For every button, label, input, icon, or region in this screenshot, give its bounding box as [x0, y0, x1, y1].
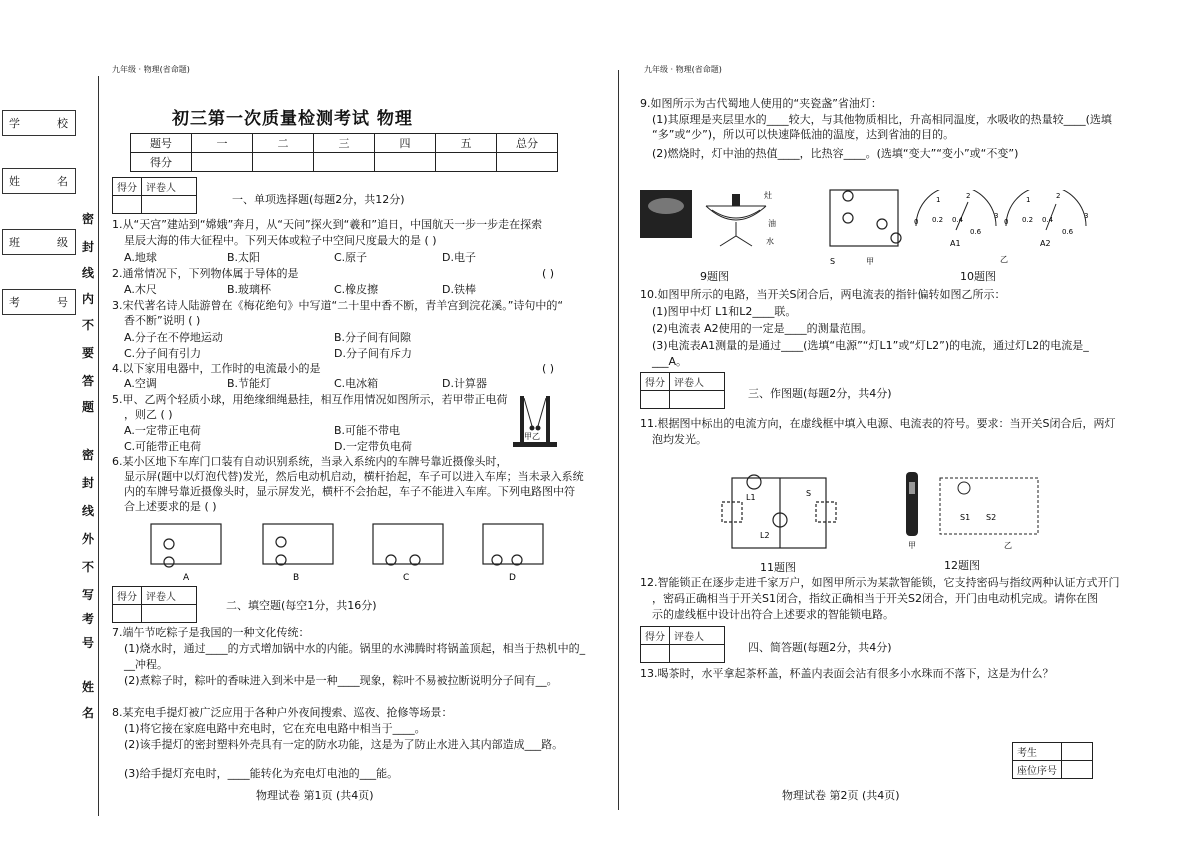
q4-option-a[interactable]: A.空调: [124, 377, 157, 390]
section-2-heading: 二、填空题(每空1分，共16分): [226, 599, 377, 612]
q10-stem: 10.如图甲所示的电路，当开关S闭合后，两电流表的指针偏转如图乙所示：: [640, 288, 1006, 301]
q12-caption: 12题图: [944, 559, 980, 572]
q4-option-d[interactable]: D.计算器: [442, 377, 487, 390]
grader-name-4[interactable]: [670, 645, 725, 663]
q8-part-3: (3)给手提灯充电时，____能转化为充电灯电池的___能。: [124, 767, 399, 780]
q6-stem-4: 合上述要求的是 ( ): [124, 500, 217, 513]
q1-option-b[interactable]: B.太阳: [227, 251, 261, 264]
q2-answer[interactable]: ( ): [542, 267, 555, 280]
q4-option-c[interactable]: C.电冰箱: [334, 377, 379, 390]
q9-fig-word-2: 油: [768, 219, 776, 228]
footer-right: 物理试卷 第2页 (共4页): [782, 789, 900, 802]
q3-option-d[interactable]: D.分子间有斥力: [334, 347, 412, 360]
q1-option-d[interactable]: D.电子: [442, 251, 476, 264]
q12-stem-3: 示的虚线框中设计出符合上述要求的智能锁电路。: [652, 608, 894, 621]
grader-box-2: 得分 评卷人: [112, 586, 197, 623]
q8-part-2: (2)该手提灯的密封塑料外壳具有一定的防水功能，这是为了防止水进入其内部造成___路。: [124, 738, 564, 751]
q11-stem: 11.根据图中标出的电流方向，在虚线框中填入电源、电流表的符号。要求：当开关S闭合后，两灯: [640, 417, 1116, 430]
q3-option-c[interactable]: C.分子间有引力: [124, 347, 202, 360]
q10-tick-6: 0.4: [952, 216, 964, 224]
section-1-heading: 一、单项选择题(每题2分，共12分): [232, 193, 405, 206]
q2-option-b[interactable]: B.玻璃杯: [227, 283, 272, 296]
grader-score-2[interactable]: [113, 605, 142, 623]
q4-stem: 4.以下家用电器中，工作时的电流最小的是: [112, 362, 321, 375]
q10-tick-5: 0.2: [932, 216, 944, 224]
section-4-heading: 四、简答题(每题2分，共4分): [748, 641, 892, 654]
grader-box-3: 得分 评卷人: [640, 372, 725, 409]
q5-option-c[interactable]: C.可能带正电荷: [124, 440, 202, 453]
q9-oil-lamp-figure: [640, 186, 790, 256]
q5-option-d[interactable]: D.一定带负电荷: [334, 440, 412, 453]
q9-part-1: (1)其原理是夹层里水的____较大，与其他物质相比，升高相同温度，水吸收的热量较____(选填: [652, 113, 1112, 126]
score-cell-3[interactable]: [314, 153, 375, 172]
q3-stem: 3.宋代著名诗人陆游曾在《梅花绝句》中写道“二十里中香不断，青羊宫到浣花溪。”诗句中的“: [112, 299, 564, 312]
q7-part-1b: __冲程。: [124, 658, 168, 671]
q6-stem-3: 内的车牌号靠近摄像头时，显示屏发光，横杆不会抬起，车子不能进入车库。下列电路图中符: [124, 485, 575, 498]
q12-fig-s2: S2: [986, 513, 997, 522]
q9-stem: 9.如图所示为古代蜀地人使用的“夹瓷盏”省油灯：: [640, 97, 882, 110]
q3-option-a[interactable]: A.分子在不停地运动: [124, 331, 223, 344]
q11-fig-l2: L2: [760, 531, 770, 540]
q11-stem-2: 泡均发光。: [652, 433, 707, 446]
page-divider: [618, 70, 619, 810]
q10-fig-s: S: [830, 257, 836, 266]
header-left: 九年级 · 物理(省命题): [112, 65, 190, 74]
q8-stem: 8.某充电手提灯被广泛应用于各种户外夜间搜索、巡夜、抢修等场景：: [112, 706, 453, 719]
page-title: 初三第一次质量检测考试 物理: [172, 109, 413, 129]
q2-stem: 2.通常情况下，下列物体属于导体的是: [112, 267, 299, 280]
q11-caption: 11题图: [760, 561, 796, 574]
q10-part-1: (1)图甲中灯 L1和L2____联。: [652, 305, 797, 318]
q10-tick-3: 2: [966, 192, 971, 200]
q1-option-c[interactable]: C.原子: [334, 251, 368, 264]
name-field[interactable]: 姓 名: [2, 168, 76, 194]
grader-name-1[interactable]: [142, 196, 197, 214]
q12-stem-2: ，密码正确相当于开关S1闭合，指纹正确相当于开关S2闭合，开门由电动机完成。请你在图: [652, 592, 1098, 605]
q10-circuit-figure: [826, 184, 906, 266]
q5-option-b[interactable]: B.可能不带电: [334, 424, 401, 437]
q6-stem: 6.某小区地下车库门口装有自动识别系统，当录入系统内的车牌号靠近摄像头时，: [112, 455, 508, 468]
grader-box-1: 得分 评卷人: [112, 177, 197, 214]
q2-option-d[interactable]: D.铁棒: [442, 283, 476, 296]
q12-smart-lock-figure: [900, 470, 1040, 550]
q5-option-a[interactable]: A.一定带正电荷: [124, 424, 201, 437]
q1-stem: 1.从“天宫”建站到“嫦娥”奔月，从“天问”探火到“羲和”追日，中国航天一步一步走在探索: [112, 218, 543, 231]
q6-option-d-label: D: [509, 573, 516, 582]
header-right: 九年级 · 物理(省命题): [644, 65, 722, 74]
q6-option-b-label: B: [293, 573, 300, 582]
grader-score-1[interactable]: [113, 196, 142, 214]
q6-stem-2: 显示屏(题中以灯泡代替)发光，然后电动机启动，横杆抬起，车子可以进入车库；当未录入系统: [124, 470, 584, 483]
q10-part-3: (3)电流表A1测量的是通过____(选填“电源”“灯L1”或“灯L2”)的电流，通过灯L2的电流是_: [652, 339, 1089, 352]
score-cell-total[interactable]: [497, 153, 558, 172]
q10-tick-12: 0.2: [1022, 216, 1034, 224]
q1-stem-2: 星辰大海的伟大征程中。下列天体或粒子中空间尺度最大的是 ( ): [124, 234, 437, 247]
q7-part-2: (2)煮粽子时，粽叶的香味进入到米中是一种____现象，粽叶不易被拉断说明分子间有__。: [124, 674, 558, 687]
q2-option-c[interactable]: C.橡皮擦: [334, 283, 379, 296]
q5-fig-label: 甲乙: [524, 432, 540, 441]
binding-line: [98, 76, 99, 816]
score-cell-4[interactable]: [375, 153, 436, 172]
q6-circuit-options: [145, 520, 545, 582]
q10-tick-2: 1: [936, 196, 941, 204]
q10-ammeter-figure: [906, 190, 1096, 264]
grader-box-4: 得分 评卷人: [640, 626, 725, 663]
q10-fig-yi: 乙: [1000, 255, 1008, 264]
q12-stem: 12.智能锁正在逐步走进千家万户，如图甲所示为某款智能锁，它支持密码与指纹两种认证方式开门: [640, 576, 1120, 589]
q11-fig-s: S: [806, 489, 812, 498]
q7-stem: 7.端午节吃粽子是我国的一种文化传统：: [112, 626, 310, 639]
q10-tick-7: 0.6: [970, 228, 982, 236]
q1-option-a[interactable]: A.地球: [124, 251, 157, 264]
q6-option-a-label: A: [183, 573, 190, 582]
q9-caption: 9题图: [700, 270, 729, 283]
q10-fig-a1: A1: [950, 239, 961, 248]
score-cell-1[interactable]: [192, 153, 253, 172]
seat-number-box: 考生 座位序号: [1012, 742, 1093, 779]
q10-tick-1: 0: [914, 218, 919, 226]
q10-tick-14: 0.6: [1062, 228, 1074, 236]
q11-circuit-figure: [718, 468, 842, 558]
q10-tick-13: 0.4: [1042, 216, 1054, 224]
q9-part-1b: “多”或“少”)，所以可以快速降低油的温度，达到省油的目的。: [652, 128, 955, 141]
q10-caption: 10题图: [960, 270, 996, 283]
school-field[interactable]: 学 校: [2, 110, 76, 136]
q4-option-b[interactable]: B.节能灯: [227, 377, 272, 390]
section-3-heading: 三、作图题(每题2分，共4分): [748, 387, 892, 400]
q12-fig-s1: S1: [960, 513, 971, 522]
q10-part-3b: ___A。: [652, 355, 688, 368]
q5-figure-hanging-balls: [510, 392, 560, 452]
q10-tick-4: 3: [994, 212, 999, 220]
score-cell-5[interactable]: [436, 153, 497, 172]
q10-fig-a2: A2: [1040, 239, 1051, 248]
q8-part-1: (1)将它接在家庭电路中充电时，它在充电电路中相当于____。: [124, 722, 426, 735]
q3-stem-2: 香不断”说明 ( ): [124, 314, 201, 327]
q5-stem: 5.甲、乙两个轻质小球，用绝缘细绳悬挂，相互作用情况如图所示，若甲带正电荷: [112, 393, 508, 406]
grader-name-3[interactable]: [670, 391, 725, 409]
q13-stem: 13.喝茶时，水平拿起茶杯盖，杯盖内表面会沾有很多小水珠而不落下，这是为什么？: [640, 667, 1054, 680]
q12-fig-yi: 乙: [1004, 541, 1012, 550]
footer-left: 物理试卷 第1页 (共4页): [256, 789, 374, 802]
q11-fig-l1: L1: [746, 493, 756, 502]
seat-number-cell[interactable]: [1062, 743, 1093, 761]
q9-part-2: (2)燃烧时，灯中油的热值____，比热容____。(选填“变大”“变小”或“不变”): [652, 147, 1019, 160]
q12-fig-jia: 甲: [908, 541, 916, 550]
q6-option-c-label: C: [403, 573, 410, 582]
score-table: 题号 一 二 三 四 五 总分 得分: [130, 133, 558, 172]
q5-stem-2: ，则乙 ( ): [124, 408, 173, 421]
seat-number-cell-2[interactable]: [1062, 761, 1093, 779]
score-cell-2[interactable]: [253, 153, 314, 172]
q9-fig-word-3: 水: [766, 237, 774, 246]
q10-tick-11: 3: [1084, 212, 1089, 220]
exam-number-field[interactable]: 考 号: [2, 289, 76, 315]
q10-part-2: (2)电流表 A2使用的一定是____的测量范围。: [652, 322, 873, 335]
q9-fig-word-1: 灶: [764, 191, 772, 200]
class-field[interactable]: 班 级: [2, 229, 76, 255]
q3-option-b[interactable]: B.分子间有间隙: [334, 331, 412, 344]
q4-answer[interactable]: ( ): [542, 362, 555, 375]
q10-fig-jia: 甲: [866, 257, 874, 266]
grader-score-4[interactable]: [641, 645, 670, 663]
grader-name-2[interactable]: [142, 605, 197, 623]
q10-tick-9: 1: [1026, 196, 1031, 204]
q7-part-1: (1)烧水时，通过____的方式增加锅中水的内能。锅里的水沸腾时将锅盖顶起，相当于热机中的_: [124, 642, 586, 655]
q2-option-a[interactable]: A.木尺: [124, 283, 157, 296]
q10-tick-10: 2: [1056, 192, 1061, 200]
q10-tick-8: 0: [1004, 218, 1009, 226]
grader-score-3[interactable]: [641, 391, 670, 409]
